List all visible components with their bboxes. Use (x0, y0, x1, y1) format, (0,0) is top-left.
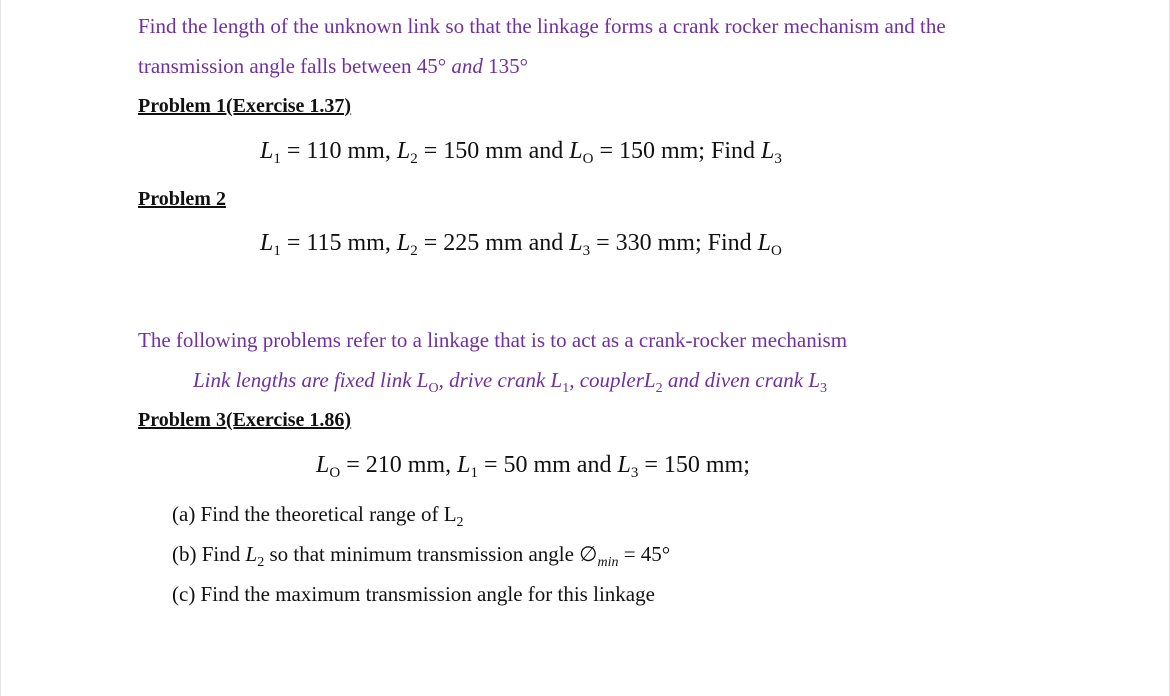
problem-1-heading: Problem 1(Exercise 1.37) (138, 95, 352, 117)
question-b: (b) Find $L_2$ so that minimum transmission angle $\emptyset_{min} = 45^\circ$ (172, 542, 671, 570)
problem-3-heading: Problem 3(Exercise 1.86) (138, 409, 352, 431)
page-edge-left (0, 0, 1, 696)
intro-line-1: Find the length of the unknown link so that the linkage forms a crank rocker mechanism and the (138, 14, 946, 38)
following-line-1: The following problems refer to a linkage that is to act as a crank-rocker mechanism (138, 328, 848, 352)
problem-2-equation: $L_1 = 115$ mm, $L_2 = 225$ mm and $L_3 = 330$ mm; Find $L_O$ (260, 230, 782, 259)
problem-3-equation: $L_O = 210$ mm, $L_1 = 50$ mm and $L_3 = 150$ mm; (316, 452, 750, 481)
question-c: (c) Find the maximum transmission angle for this linkage (172, 582, 655, 606)
problem-2-heading: Problem 2 (138, 188, 226, 210)
question-a: (a) Find the theoretical range of $L_2$ (172, 502, 464, 530)
intro-line-2: transmission angle falls between 45° and 135° (138, 54, 529, 78)
following-line-2: Link lengths are fixed link $L_O$, drive crank $L_1$, couplerL$_2$ and diven crank $L_3$ (193, 368, 828, 396)
problem-1-equation: $L_1 = 110$ mm, $L_2 = 150$ mm and $L_O = 150$ mm; Find $L_3$ (260, 138, 782, 167)
